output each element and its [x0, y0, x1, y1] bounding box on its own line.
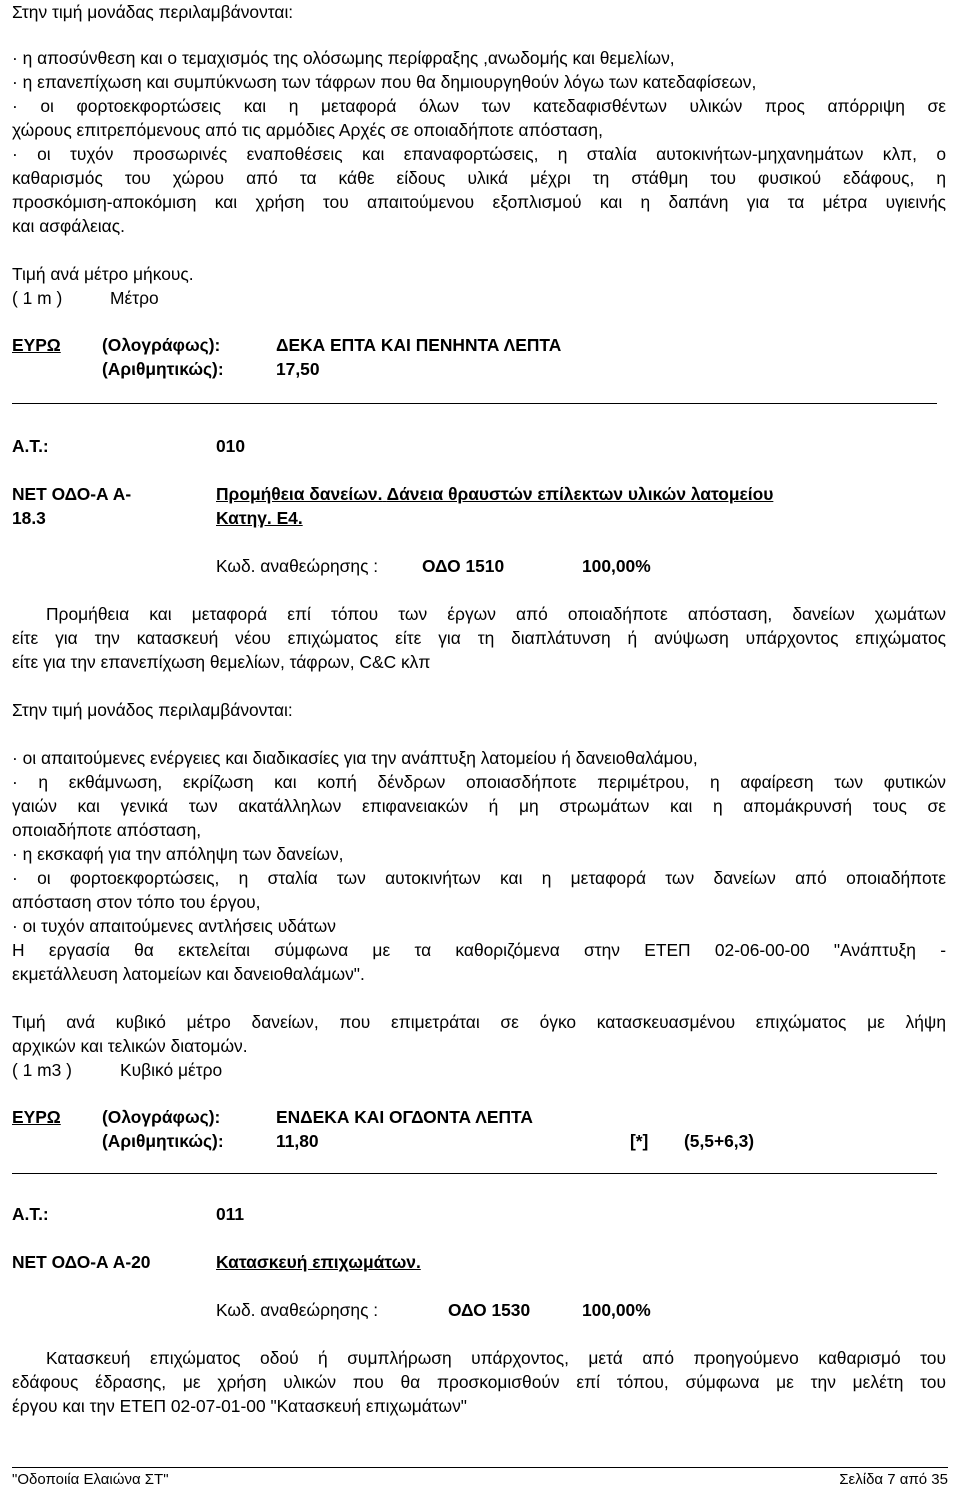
at-number: 011 — [216, 1204, 245, 1224]
section-intro: Στην τιμή μονάδας περιλαμβάνονται: — [12, 2, 294, 22]
section-divider — [12, 1173, 937, 1174]
article-code: ΝΕΤ ΟΔΟ-Α Α- — [12, 484, 132, 504]
list-item-continued: και ασφάλειας. — [12, 216, 125, 236]
list-item: · οι φορτοεκφορτώσεις και η μεταφορά όλων των κατεδαφισθέντων υλικών προς απόρριψη σε — [12, 96, 946, 116]
unit-price-label: Τιμή ανά μέτρο μήκους. — [12, 264, 194, 284]
price-in-numbers: 11,80 — [276, 1131, 319, 1151]
unit-code: ( 1 m ) — [12, 288, 63, 308]
unit-name: Κυβικό μέτρο — [120, 1060, 223, 1080]
unit-price-label: Τιμή ανά κυβικό μέτρο δανείων, που επιμετράται σε όγκο κατασκευασμένου επιχώματος με λήψη — [12, 1012, 946, 1032]
spec-reference-cont: εκμετάλλευση λατομείων και δανειοθαλάμων". — [12, 964, 365, 984]
list-item: · οι τυχόν προσωρινές εναποθέσεις και επαναφορτώσεις, η σταλία αυτοκινήτων-μηχανημάτων κλπ, ο — [12, 144, 946, 164]
list-item: · η επανεπίχωση και συμπύκνωση των τάφρων που θα δημιουργηθούν λόγω των κατεδαφίσεων, — [12, 72, 757, 92]
article-title-part1: Προμήθεια δανείων. — [216, 484, 383, 504]
unit-price-label-cont: αρχικών και τελικών διατομών. — [12, 1036, 248, 1056]
description-line: Προμήθεια και μεταφορά επί τόπου των έργων από οποιαδήποτε απόσταση, δανείων χωμάτων — [46, 604, 946, 624]
description-line: είτε για την επανεπίχωση θεμελίων, τάφρων, C&C κλπ — [12, 652, 431, 672]
list-item-continued: γαιών και γενικά των ακατάλληλων επιφανειακών ή μη στρωμάτων και η απομάκρυνσή τους σε — [12, 796, 946, 816]
list-item-continued: καθαρισμός του χώρου από τα κάθε είδους υλικά μέχρι τη στάθμη του φυσικού εδάφους, η — [12, 168, 946, 188]
currency-label: ΕΥΡΩ — [12, 335, 61, 355]
words-label: (Ολογράφως): — [102, 1107, 221, 1127]
article-title-part2: Δάνεια θραυστών επίλεκτων υλικών λατομείου — [386, 484, 774, 504]
revision-label: Κωδ. αναθεώρησης : — [216, 1300, 379, 1320]
footer-page-number: Σελίδα 7 από 35 — [839, 1471, 948, 1488]
at-label: Α.Τ.: — [12, 1204, 49, 1224]
price-in-words: ΔΕΚΑ ΕΠΤΑ ΚΑΙ ΠΕΝΗΝΤΑ ΛΕΠΤΑ — [276, 335, 562, 355]
at-label: Α.Τ.: — [12, 436, 49, 456]
numbers-label: (Αριθμητικώς): — [102, 1131, 224, 1151]
section-intro: Στην τιμή μονάδος περιλαμβάνονται: — [12, 700, 293, 720]
unit-name: Μέτρο — [110, 288, 159, 308]
revision-code: ΟΔΟ 1510 — [422, 556, 505, 576]
price-in-numbers: 17,50 — [276, 359, 320, 379]
currency-label: ΕΥΡΩ — [12, 1107, 61, 1127]
spec-reference: Η εργασία θα εκτελείται σύμφωνα με τα καθοριζόμενα στην ΕΤΕΠ 02-06-00-00 "Ανάπτυξη - — [12, 940, 946, 960]
list-item-continued: οποιαδήποτε απόσταση, — [12, 820, 202, 840]
list-item: · οι τυχόν απαιτούμενες αντλήσεις υδάτων — [12, 916, 336, 936]
article-code: ΝΕΤ ΟΔΟ-Α Α-20 — [12, 1252, 151, 1272]
article-code-cont: 18.3 — [12, 508, 46, 528]
list-item: · η αποσύνθεση και ο τεμαχισμός της ολόσωμης περίφραξης ,ανωδομής και θεμελίων, — [12, 48, 675, 68]
description-line: εδάφους έδρασης, με χρήση υλικών που θα προσκομισθούν επί τόπου, σύμφωνα με την μελέτη του — [12, 1372, 946, 1392]
note-value: (5,5+6,3) — [684, 1131, 755, 1151]
description-line: Κατασκευή επιχώματος οδού ή συμπλήρωση υπάρχοντος, μετά από προηγούμενο καθαρισμό του — [46, 1348, 946, 1368]
section-divider — [12, 403, 937, 404]
description-line: είτε για την κατασκευή νέου επιχώματος είτε για τη διαπλάτυνση ή ανύψωση υπάρχοντος επιχώματος — [12, 628, 946, 648]
revision-label: Κωδ. αναθεώρησης : — [216, 556, 379, 576]
revision-percent: 100,00% — [582, 1300, 651, 1320]
description-line: έργου και την ΕΤΕΠ 02-07-01-00 "Κατασκευή επιχωμάτων" — [12, 1396, 467, 1416]
words-label: (Ολογράφως): — [102, 335, 221, 355]
numbers-label: (Αριθμητικώς): — [102, 359, 224, 379]
list-item-continued: απόσταση στον τόπο του έργου, — [12, 892, 261, 912]
list-item-continued: προσκόμιση-αποκόμιση και χρήση του απαιτούμενου εξοπλισμού και η δαπάνη για τα μέτρα υγιεινής — [12, 192, 946, 212]
unit-code: ( 1 m3 ) — [12, 1060, 72, 1080]
article-title: Κατασκευή επιχωμάτων. — [216, 1252, 421, 1272]
revision-code: ΟΔΟ 1530 — [448, 1300, 531, 1320]
list-item: · οι απαιτούμενες ενέργειες και διαδικασίες για την ανάπτυξη λατομείου ή δανειοθαλάμου, — [12, 748, 698, 768]
note-mark: [*] — [630, 1131, 649, 1151]
price-in-words: ΕΝΔΕΚΑ ΚΑΙ ΟΓΔΟΝΤΑ ΛΕΠΤΑ — [276, 1107, 533, 1127]
footer-project: "Οδοποιία Ελαιώνα ΣΤ" — [12, 1471, 169, 1488]
article-title-cont: Κατηγ. Ε4. — [216, 508, 303, 528]
list-item: · η εκσκαφή για την απόληψη των δανείων, — [12, 844, 344, 864]
at-number: 010 — [216, 436, 246, 456]
list-item: · οι φορτοεκφορτώσεις, η σταλία των αυτοκινήτων και η μεταφορά των δανείων από οποιαδήποτε — [12, 868, 946, 888]
list-item-continued: χώρους επιτρεπόμενους από τις αρμόδιες Αρχές σε οποιαδήποτε απόσταση, — [12, 120, 603, 140]
revision-percent: 100,00% — [582, 556, 651, 576]
article-title — [216, 482, 773, 506]
list-item: · η εκθάμνωση, εκρίζωση και κοπή δένδρων οποιασδήποτε περιμέτρου, η αφαίρεση των φυτικών — [12, 772, 946, 792]
